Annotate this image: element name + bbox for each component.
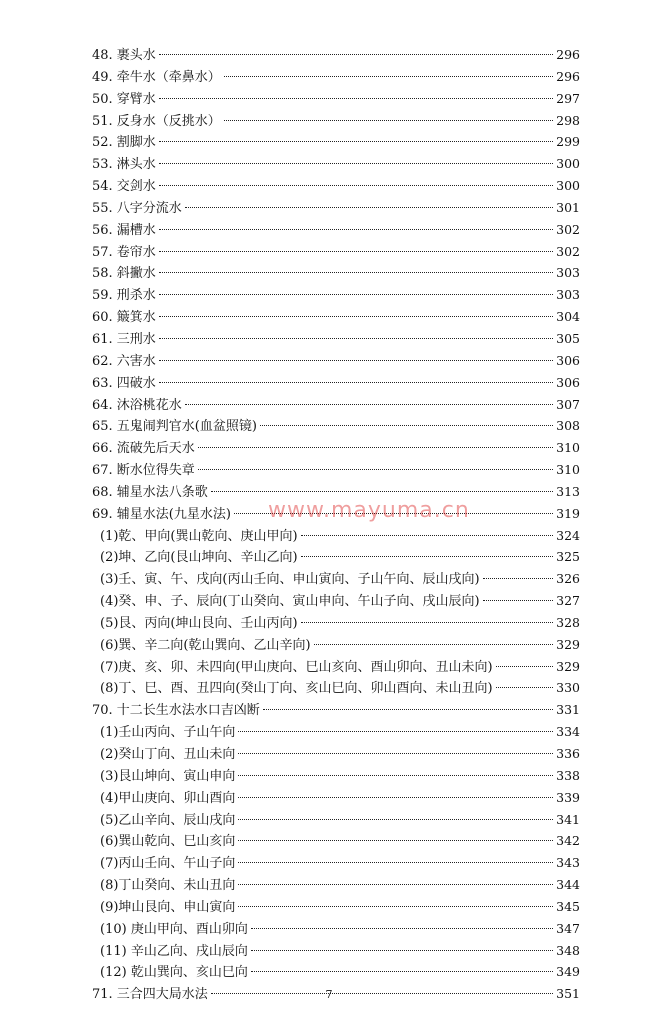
toc-entry[interactable] xyxy=(92,372,580,394)
toc-entry-title: 59. 刑杀水 xyxy=(92,288,156,304)
dot-leader xyxy=(159,382,553,383)
toc-entry[interactable] xyxy=(92,262,580,284)
toc-entry-title: (1)乾、甲向(巽山乾向、庚山甲向) xyxy=(100,528,298,544)
toc-entry-title: 52. 割脚水 xyxy=(92,135,156,151)
toc-entry-title: (3)壬、寅、午、戌向(丙山壬向、申山寅向、子山午向、辰山戌向) xyxy=(100,572,480,588)
toc-entry-title: 51. 反身水（反挑水） xyxy=(92,113,221,129)
toc-entry[interactable] xyxy=(92,44,580,66)
toc-entry[interactable] xyxy=(92,241,580,263)
toc-entry[interactable] xyxy=(92,110,580,132)
toc-subentry[interactable] xyxy=(92,656,580,678)
dot-leader xyxy=(301,556,554,557)
dot-leader xyxy=(238,906,553,907)
dot-leader xyxy=(159,272,553,273)
toc-entry[interactable] xyxy=(92,350,580,372)
toc-entry-page: 303 xyxy=(556,287,580,303)
toc-entry-page: 345 xyxy=(556,898,580,914)
toc-entry-title: (7)丙山壬向、午山子向 xyxy=(100,856,236,872)
dot-leader xyxy=(314,644,554,645)
toc-entry-page: 297 xyxy=(556,90,580,106)
toc-subentry[interactable] xyxy=(92,612,580,634)
toc-subentry[interactable] xyxy=(92,852,580,874)
toc-entry[interactable] xyxy=(92,306,580,328)
toc-entry-title: (7)庚、亥、卯、未四向(甲山庚向、巳山亥向、酉山卯向、丑山未向) xyxy=(100,659,493,675)
toc-entry-page: 298 xyxy=(556,112,580,128)
toc-entry-title: 66. 流破先后天水 xyxy=(92,441,195,457)
toc-entry-page: 344 xyxy=(556,877,580,893)
toc-entry-page: 310 xyxy=(556,462,580,478)
dot-leader xyxy=(251,928,553,929)
toc-entry-page: 343 xyxy=(556,855,580,871)
toc-entry[interactable] xyxy=(92,197,580,219)
dot-leader xyxy=(185,404,553,405)
toc-entry-page: 296 xyxy=(556,47,580,62)
toc-entry[interactable] xyxy=(92,284,580,306)
toc-entry-page: 330 xyxy=(556,680,580,696)
toc-entry-page: 326 xyxy=(556,571,580,587)
toc-subentry[interactable] xyxy=(92,961,580,983)
toc-entry-title: 62. 六害水 xyxy=(92,353,156,369)
toc-entry-title: (3)艮山坤向、寅山申向 xyxy=(100,768,236,784)
toc-entry-page: 349 xyxy=(556,964,580,980)
toc-entry-title: (4)甲山庚向、卯山酉向 xyxy=(100,790,236,806)
toc-entry[interactable] xyxy=(92,415,580,437)
dot-leader xyxy=(198,447,553,448)
toc-entry-page: 334 xyxy=(556,724,580,740)
toc-entry-title: 68. 辅星水法八条歌 xyxy=(92,484,208,500)
toc-entry-title: 56. 漏槽水 xyxy=(92,222,156,238)
toc-subentry[interactable] xyxy=(92,743,580,765)
toc-entry-title: (9)坤山艮向、申山寅向 xyxy=(100,899,236,915)
page-number: 7 xyxy=(325,988,333,1001)
dot-leader xyxy=(496,687,554,688)
dot-leader xyxy=(159,98,553,99)
dot-leader xyxy=(159,338,553,339)
toc-subentry[interactable] xyxy=(92,896,580,918)
toc-entry-page: 306 xyxy=(556,374,580,390)
toc-entry-page: 304 xyxy=(556,309,580,325)
toc-entry-page: 296 xyxy=(556,68,580,84)
toc-subentry[interactable] xyxy=(92,918,580,940)
dot-leader xyxy=(185,207,553,208)
toc-entry-page: 306 xyxy=(556,352,580,368)
toc-entry-page: 300 xyxy=(556,156,580,172)
toc-entry-title: (2)癸山丁向、丑山未向 xyxy=(100,747,236,762)
toc-entry-page: 319 xyxy=(556,505,580,521)
toc-entry-page: 313 xyxy=(556,483,580,499)
toc-entry-title: 70. 十二长生水法水口吉凶断 xyxy=(92,703,260,719)
table-of-contents xyxy=(92,44,580,1005)
toc-entry-page: 329 xyxy=(556,658,580,674)
dot-leader xyxy=(224,76,553,77)
watermark: www.mayuma.cn xyxy=(268,498,470,523)
toc-entry-title: 69. 辅星水法(九星水法) xyxy=(92,506,231,522)
dot-leader xyxy=(238,775,553,776)
toc-entry-page: 327 xyxy=(556,593,580,609)
toc-entry[interactable] xyxy=(92,481,580,503)
toc-entry[interactable] xyxy=(92,503,580,525)
dot-leader xyxy=(224,120,553,121)
toc-subentry[interactable] xyxy=(92,721,580,743)
dot-leader xyxy=(159,54,553,55)
toc-entry-title: 50. 穿臂水 xyxy=(92,91,156,107)
toc-entry-page: 342 xyxy=(556,833,580,849)
dot-leader xyxy=(198,469,553,470)
dot-leader xyxy=(159,185,553,186)
toc-entry-page: 305 xyxy=(556,330,580,346)
toc-entry-title: (5)艮、丙向(坤山艮向、壬山丙向) xyxy=(100,615,298,631)
toc-entry-title: (6)巽山乾向、巳山亥向 xyxy=(100,834,236,850)
dot-leader xyxy=(238,840,553,841)
toc-entry-page: 331 xyxy=(556,702,580,718)
dot-leader xyxy=(238,884,553,885)
toc-entry-page: 341 xyxy=(556,811,580,827)
toc-subentry[interactable] xyxy=(92,874,580,896)
dot-leader xyxy=(260,425,553,426)
toc-entry-title: (11) 辛山乙向、戌山辰向 xyxy=(100,943,248,959)
toc-entry-page: 310 xyxy=(556,440,580,456)
toc-subentry[interactable] xyxy=(92,525,580,547)
toc-entry-title: (6)巽、辛二向(乾山巽向、乙山辛向) xyxy=(100,637,311,653)
toc-entry-title: 64. 沐浴桃花水 xyxy=(92,397,182,413)
toc-entry-page: 325 xyxy=(556,549,580,565)
toc-entry[interactable] xyxy=(92,328,580,350)
toc-entry[interactable] xyxy=(92,394,580,416)
dot-leader xyxy=(159,294,553,295)
toc-entry-page: 302 xyxy=(556,243,580,259)
dot-leader xyxy=(251,971,553,972)
toc-entry-page: 303 xyxy=(556,265,580,281)
toc-subentry[interactable] xyxy=(92,809,580,831)
dot-leader xyxy=(238,819,553,820)
toc-entry-page: 348 xyxy=(556,942,580,958)
toc-entry-page: 338 xyxy=(556,767,580,783)
toc-entry-page: 339 xyxy=(556,789,580,805)
dot-leader xyxy=(234,513,553,514)
toc-entry[interactable] xyxy=(92,153,580,175)
toc-subentry[interactable] xyxy=(92,677,580,699)
toc-entry-title: 57. 卷帘水 xyxy=(92,244,156,260)
toc-subentry[interactable] xyxy=(92,830,580,852)
dot-leader xyxy=(159,316,553,317)
dot-leader xyxy=(301,535,554,536)
toc-subentry[interactable] xyxy=(92,634,580,656)
dot-leader xyxy=(159,141,553,142)
dot-leader xyxy=(483,578,554,579)
toc-entry-title: (12) 乾山巽向、亥山巳向 xyxy=(100,965,248,981)
toc-entry[interactable] xyxy=(92,437,580,459)
toc-entry-title: 54. 交剑水 xyxy=(92,179,156,195)
dot-leader xyxy=(238,731,553,732)
toc-entry[interactable] xyxy=(92,88,580,110)
toc-entry-page: 351 xyxy=(556,986,580,1002)
dot-leader xyxy=(238,862,553,863)
dot-leader xyxy=(263,709,553,710)
toc-entry-title: (2)坤、乙向(艮山坤向、辛山乙向) xyxy=(100,550,298,566)
toc-entry-title: (5)乙山辛向、辰山戌向 xyxy=(100,812,236,828)
toc-entry-title: 53. 淋头水 xyxy=(92,157,156,173)
toc-entry-title: 71. 三合四大局水法 xyxy=(92,987,208,1003)
dot-leader xyxy=(159,251,553,252)
toc-entry-title: (4)癸、申、子、辰向(丁山癸向、寅山申向、午山子向、戌山辰向) xyxy=(100,594,480,610)
toc-entry[interactable] xyxy=(92,699,580,721)
toc-entry-title: 49. 牵牛水（牵鼻水） xyxy=(92,69,221,85)
toc-entry[interactable] xyxy=(92,66,580,88)
toc-entry-title: (10) 庚山甲向、酉山卯向 xyxy=(100,921,248,937)
toc-entry-title: (8)丁、巳、酉、丑四向(癸山丁向、亥山巳向、卯山酉向、未山丑向) xyxy=(100,681,493,697)
toc-entry-title: (8)丁山癸向、未山丑向 xyxy=(100,878,236,894)
dot-leader xyxy=(251,950,553,951)
dot-leader xyxy=(159,360,553,361)
toc-entry-title: (1)壬山丙向、子山午向 xyxy=(100,725,236,741)
toc-entry-title: 67. 断水位得失章 xyxy=(92,463,195,479)
dot-leader xyxy=(211,491,553,492)
toc-subentry[interactable] xyxy=(92,765,580,787)
dot-leader xyxy=(238,797,553,798)
dot-leader xyxy=(159,229,553,230)
toc-subentry[interactable] xyxy=(92,940,580,962)
toc-entry-page: 302 xyxy=(556,221,580,237)
toc-entry-page: 328 xyxy=(556,614,580,630)
toc-entry[interactable] xyxy=(92,459,580,481)
dot-leader xyxy=(483,600,554,601)
toc-entry-page: 299 xyxy=(556,134,580,150)
toc-entry-title: 63. 四破水 xyxy=(92,375,156,391)
dot-leader xyxy=(496,666,554,667)
toc-entry-page: 307 xyxy=(556,396,580,412)
toc-subentry[interactable] xyxy=(92,590,580,612)
dot-leader xyxy=(159,163,553,164)
toc-subentry[interactable] xyxy=(92,546,580,568)
toc-entry-title: 65. 五鬼闹判官水(血盆照镜) xyxy=(92,419,257,435)
toc-entry[interactable] xyxy=(92,131,580,153)
toc-entry-page: 308 xyxy=(556,418,580,434)
toc-entry-page: 301 xyxy=(556,199,580,215)
toc-entry-title: 58. 斜撇水 xyxy=(92,266,156,282)
toc-subentry[interactable] xyxy=(92,568,580,590)
toc-subentry[interactable] xyxy=(92,787,580,809)
toc-entry-page: 324 xyxy=(556,527,580,543)
toc-entry-page: 336 xyxy=(556,746,580,761)
toc-entry[interactable] xyxy=(92,175,580,197)
toc-entry-title: 55. 八字分流水 xyxy=(92,200,182,216)
dot-leader xyxy=(238,753,553,754)
toc-entry-page: 300 xyxy=(556,178,580,194)
toc-entry-title: 61. 三刑水 xyxy=(92,331,156,347)
toc-entry-title: 60. 簸箕水 xyxy=(92,310,156,326)
toc-entry[interactable] xyxy=(92,219,580,241)
toc-entry-page: 329 xyxy=(556,636,580,652)
toc-entry-page: 347 xyxy=(556,920,580,936)
dot-leader xyxy=(301,622,554,623)
toc-entry-title: 48. 裹头水 xyxy=(92,48,156,63)
